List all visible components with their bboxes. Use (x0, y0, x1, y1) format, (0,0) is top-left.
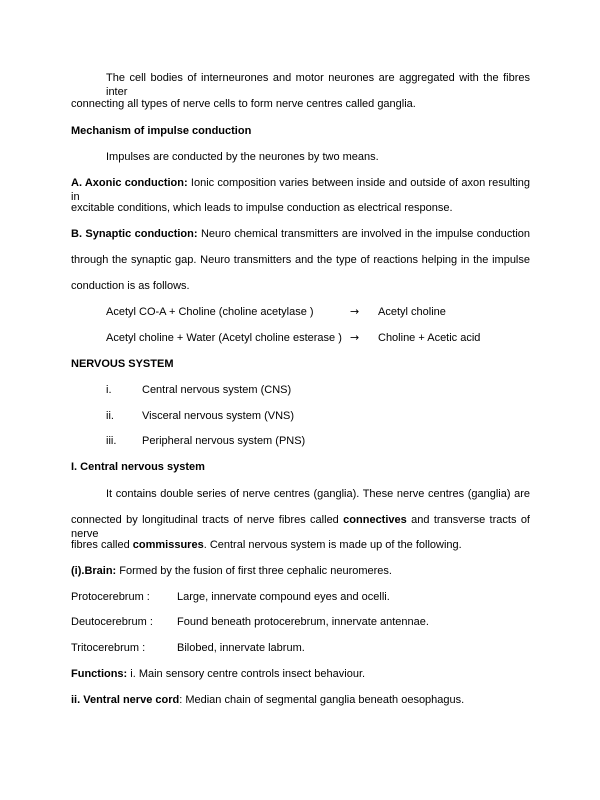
mechanism-intro: Impulses are conducted by the neurones by two means. (106, 151, 379, 163)
arrow-icon: → (350, 331, 360, 344)
ventral-nerve-cord-line: ii. Ventral nerve cord: Median chain of segmental ganglia beneath oesophagus. (71, 694, 465, 706)
intro-line-2: connecting all types of nerve cells to form nerve centres called ganglia. (71, 98, 416, 110)
reaction-1-product: Acetyl choline (378, 306, 446, 318)
synaptic-label: B. Synaptic conduction: (71, 228, 198, 240)
synaptic-line-2: through the synaptic gap. Neuro transmitters and the type of reactions helping in the impulse (71, 254, 530, 266)
axonic-label: A. Axonic conduction: (71, 177, 188, 189)
brain-part-name: Tritocerebrum : (71, 642, 146, 654)
brain-part-name: Protocerebrum : (71, 591, 150, 603)
axonic-line-1: A. Axonic conduction: Ionic composition varies between inside and outside of axon resulting in (71, 177, 531, 203)
brain-part-description: Bilobed, innervate labrum. (177, 642, 305, 654)
arrow-icon: → (350, 305, 360, 318)
cns-line-3: fibres called commissures. Central nervous system is made up of the following. (71, 539, 462, 551)
reaction-2-product: Choline + Acetic acid (378, 332, 481, 344)
brain-label: (i).Brain: (71, 565, 117, 577)
list-item-text: Peripheral nervous system (PNS) (142, 435, 306, 447)
cns-heading: I. Central nervous system (71, 461, 205, 473)
reaction-1-reactants: Acetyl CO-A + Choline (choline acetylase ) (106, 306, 314, 318)
axonic-line-2: excitable conditions, which leads to impulse conduction as electrical response. (71, 202, 453, 214)
brain-line: (i).Brain: Formed by the fusion of first three cephalic neuromeres. (71, 565, 392, 577)
functions-label: Functions: (71, 668, 128, 680)
term-connectives: connectives (343, 514, 407, 526)
list-item-number: iii. (106, 435, 117, 447)
list-item-number: ii. (106, 410, 114, 422)
brain-part-name: Deutocerebrum : (71, 616, 153, 628)
brain-part-description: Found beneath protocerebrum, innervate antennae. (177, 616, 429, 628)
list-item-number: i. (106, 384, 112, 396)
synaptic-line-1: B. Synaptic conduction: Neuro chemical transmitters are involved in the impulse conduction (71, 228, 530, 240)
list-item-text: Visceral nervous system (VNS) (142, 410, 295, 422)
ventral-nerve-cord-label: ii. Ventral nerve cord (71, 694, 180, 706)
brain-part-description: Large, innervate compound eyes and ocelli. (177, 591, 390, 603)
list-item-text: Central nervous system (CNS) (142, 384, 292, 396)
nervous-system-heading: NERVOUS SYSTEM (71, 358, 174, 370)
intro-line-1: The cell bodies of interneurones and motor neurones are aggregated with the fibres inter (106, 72, 530, 98)
term-commissures: commissures (132, 539, 204, 551)
reaction-2-reactants: Acetyl choline + Water (Acetyl choline esterase ) (106, 332, 342, 344)
mechanism-heading: Mechanism of impulse conduction (71, 125, 252, 137)
cns-line-1: It contains double series of nerve centres (ganglia). These nerve centres (ganglia) are (106, 488, 530, 500)
cns-line-2: connected by longitudinal tracts of nerve fibres called connectives and transverse tracts of nerve (71, 514, 530, 540)
functions-line: Functions: i. Main sensory centre controls insect behaviour. (71, 668, 366, 680)
synaptic-line-3: conduction is as follows. (71, 280, 190, 292)
